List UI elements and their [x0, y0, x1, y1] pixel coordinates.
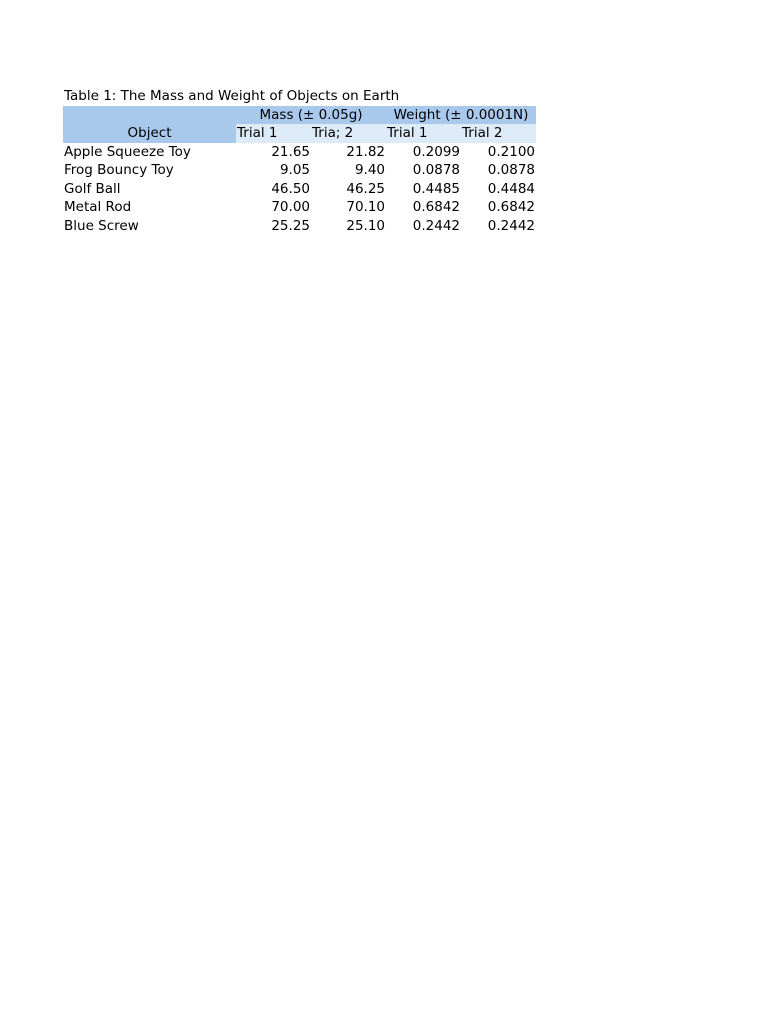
weight-trial-2-cell: 0.4484 — [487, 180, 536, 197]
mass-trial-2-cell: 70.10 — [346, 199, 386, 215]
weight-trial-2-cell: 0.2442 — [487, 217, 536, 234]
mass-trial-1-cell: 46.50 — [271, 180, 310, 197]
group-header-row — [63, 106, 536, 125]
table-row — [63, 143, 536, 162]
mass-trial-1-cell: 9.05 — [279, 162, 310, 178]
weight-trial-1-cell: 0.2099 — [412, 143, 461, 160]
mass-trial-1-cell: 70.00 — [271, 199, 310, 215]
weight-trial-1-header: Trial 1 — [386, 124, 461, 143]
weight-trial-1-cell: 0.4485 — [412, 180, 461, 197]
object-name-cell: Golf Ball — [64, 180, 121, 197]
mass-trial-2-header: Tria; 2 — [311, 124, 386, 143]
mass-trial-2-cell: 21.82 — [346, 143, 386, 160]
mass-trial-1-header: Trial 1 — [236, 124, 311, 143]
weight-trial-1-cell: 0.6842 — [412, 199, 461, 215]
weight-trial-2-cell: 0.2100 — [487, 143, 536, 160]
header-blank-cell — [63, 106, 236, 125]
weight-trial-1-cell: 0.0878 — [412, 162, 461, 178]
object-name-cell: Blue Screw — [64, 217, 139, 234]
mass-trial-1-cell: 25.25 — [271, 217, 310, 234]
table-row — [63, 180, 536, 199]
object-column-header: Object — [63, 124, 236, 143]
mass-group-header: Mass (± 0.05g) — [236, 106, 386, 125]
object-name-cell: Apple Squeeze Toy — [64, 143, 191, 160]
object-name-cell: Frog Bouncy Toy — [64, 162, 174, 178]
table-row — [63, 161, 536, 180]
mass-trial-2-cell: 46.25 — [346, 180, 386, 197]
table-row — [63, 217, 536, 236]
table-row — [63, 198, 536, 217]
object-name-cell: Metal Rod — [64, 199, 132, 215]
data-table-block — [63, 87, 536, 235]
mass-weight-table — [63, 106, 536, 236]
column-header-row — [63, 124, 536, 143]
weight-trial-2-cell: 0.0878 — [487, 162, 536, 178]
weight-trial-2-cell: 0.6842 — [487, 199, 536, 215]
weight-trial-2-header: Trial 2 — [461, 124, 536, 143]
mass-trial-1-cell: 21.65 — [271, 143, 310, 160]
table-title: Table 1: The Mass and Weight of Objects on Earth — [64, 88, 400, 104]
weight-trial-1-cell: 0.2442 — [412, 217, 461, 234]
weight-group-header: Weight (± 0.0001N) — [386, 106, 536, 125]
mass-trial-2-cell: 9.40 — [354, 162, 386, 178]
mass-trial-2-cell: 25.10 — [346, 217, 386, 234]
